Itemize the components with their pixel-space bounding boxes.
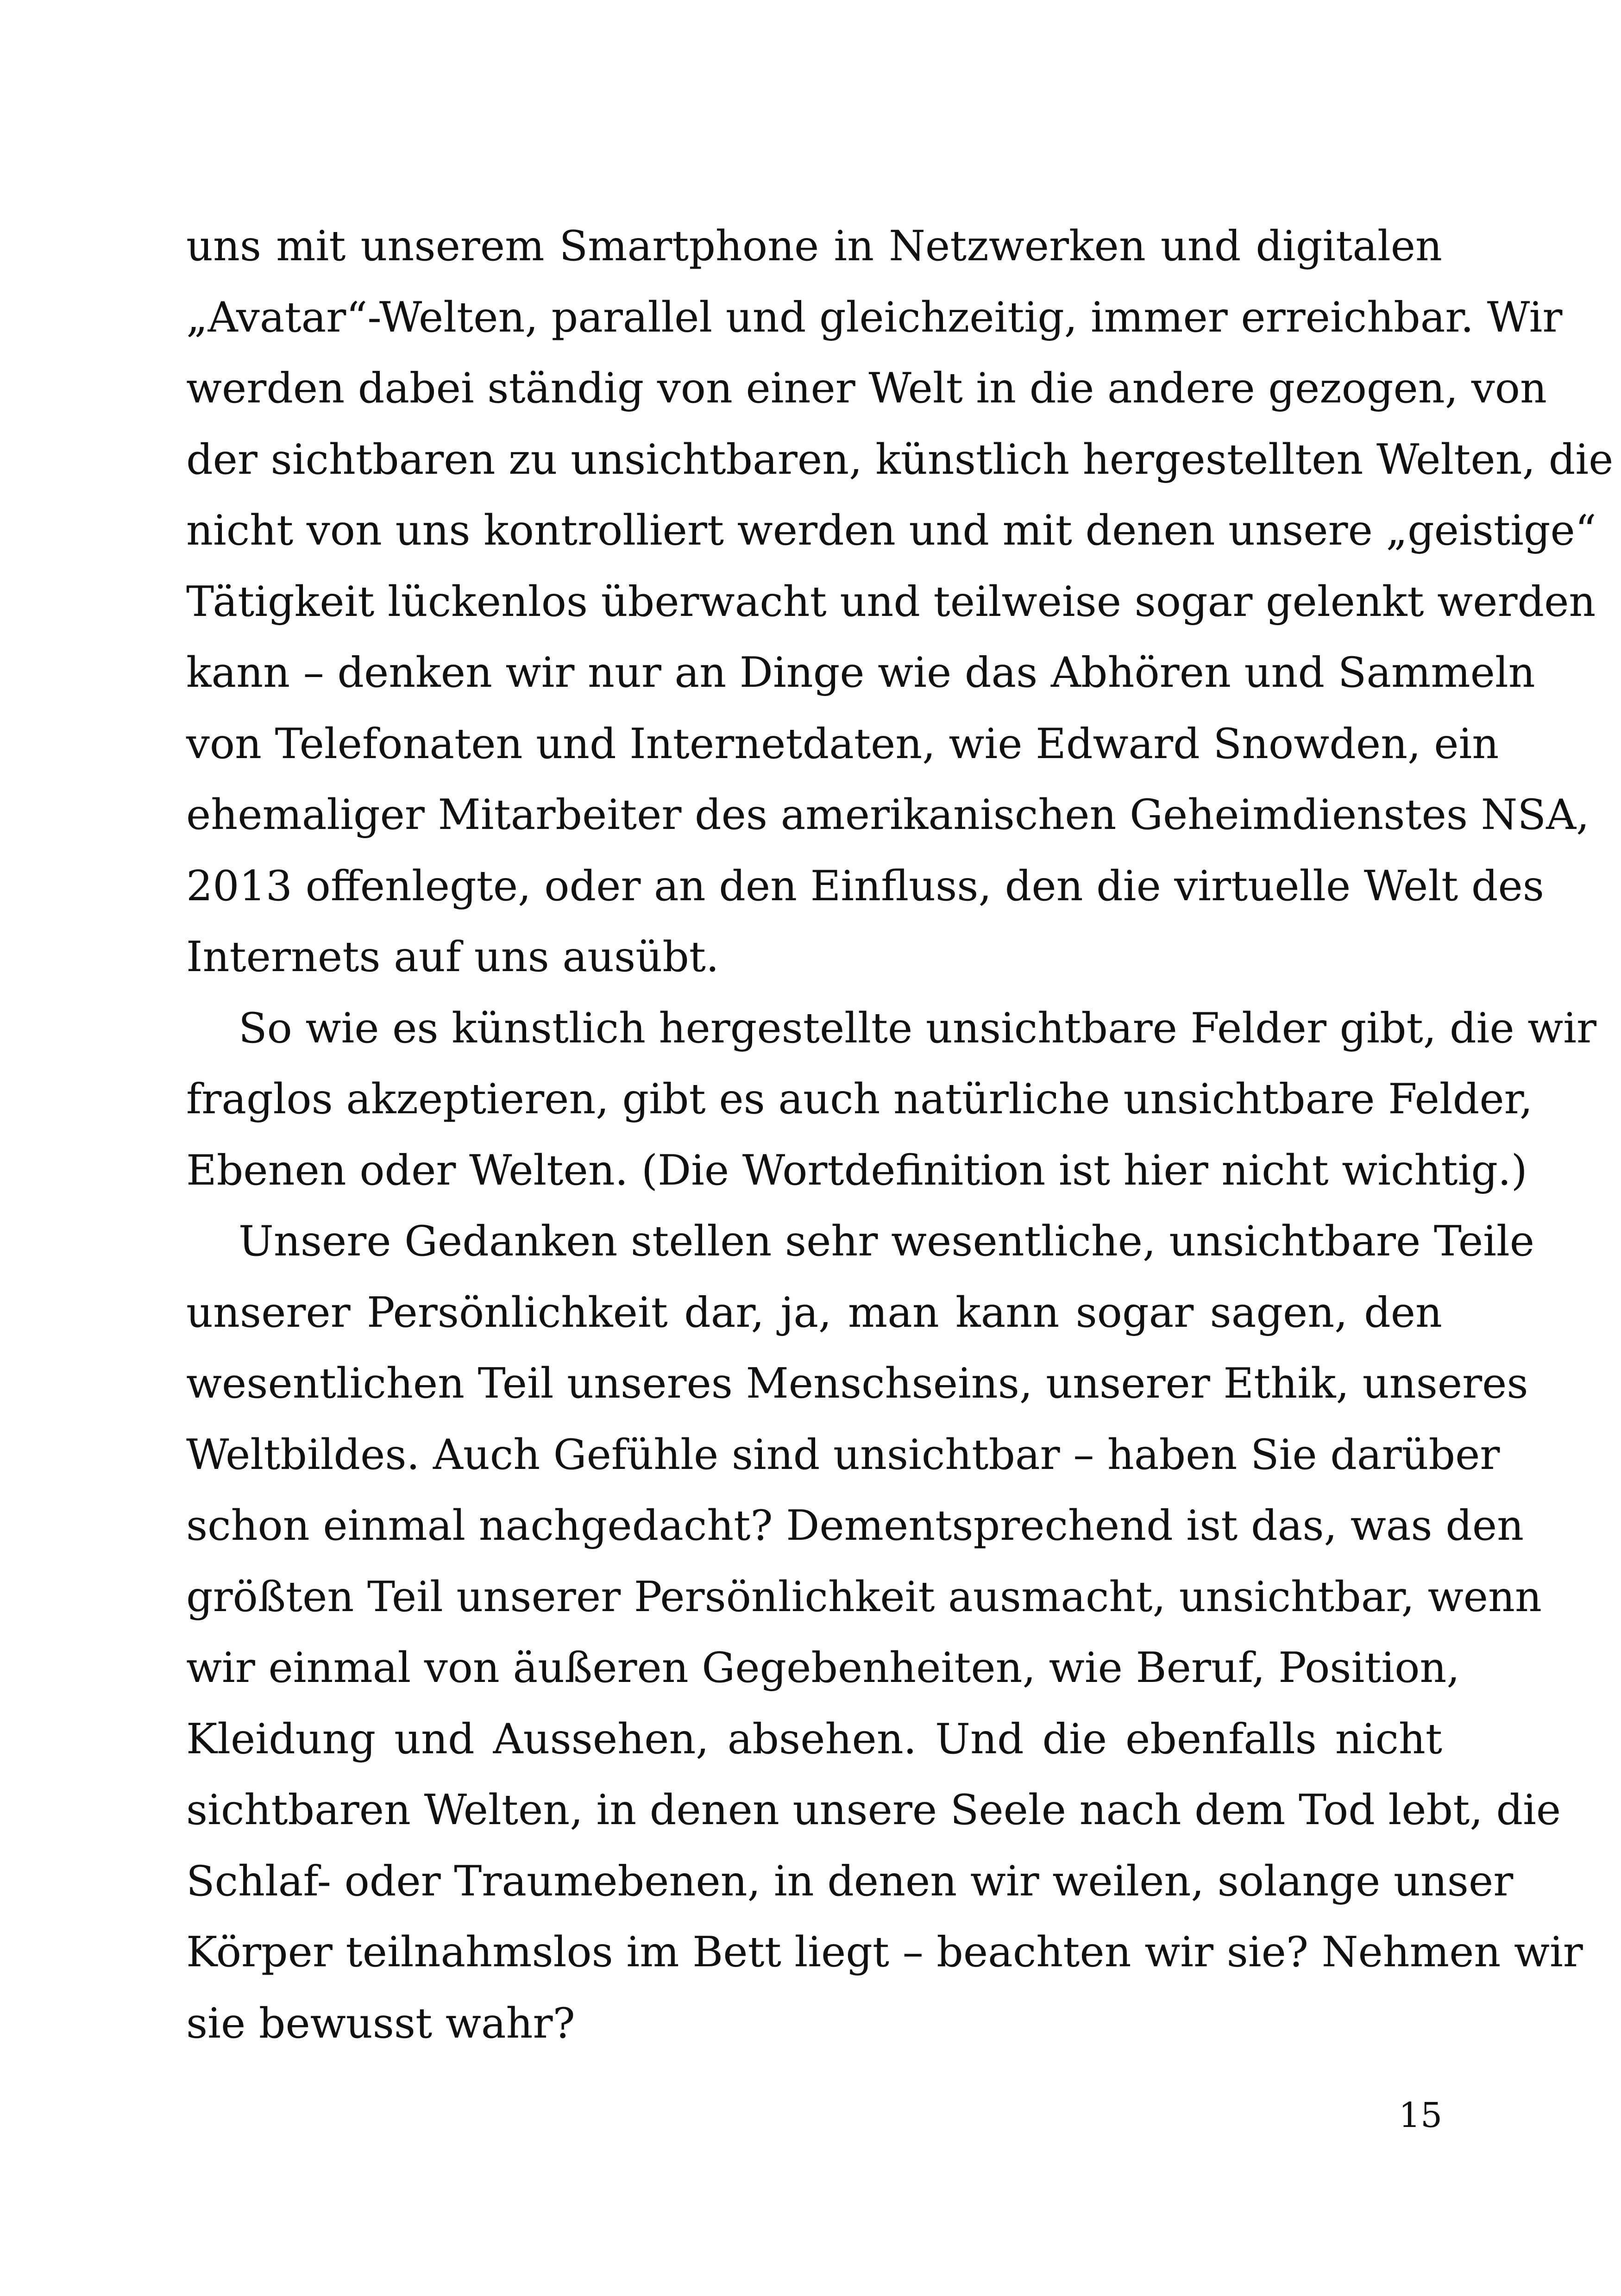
text-line: Kleidung und Aussehen, absehen. Und die ebenfalls nicht — [186, 1714, 1442, 1763]
text-line: schon einmal nachgedacht? Dementsprechend ist das, was den — [186, 1501, 1524, 1550]
text-line: Körper teilnahmslos im Bett liegt – beachten wir sie? Nehmen wir — [186, 1928, 1583, 1976]
text-line: uns mit unserem Smartphone in Netzwerken und digitalen — [186, 222, 1442, 270]
text-line: nicht von uns kontrolliert werden und mit denen unsere „geistige“ — [186, 506, 1596, 555]
text-line: wir einmal von äußeren Gegebenheiten, wie Beruf, Position, — [186, 1644, 1460, 1692]
text-line: unserer Persönlichkeit dar, ja, man kann sogar sagen, den — [186, 1288, 1442, 1337]
text-line: sichtbaren Welten, in denen unsere Seele nach dem Tod lebt, die — [186, 1786, 1561, 1834]
text-line: der sichtbaren zu unsichtbaren, künstlich hergestellten Welten, die — [186, 435, 1614, 484]
body-text — [186, 211, 1614, 2059]
text-line: Ebenen oder Welten. (Die Wortdefinition ist hier nicht wichtig.) — [186, 1146, 1527, 1195]
text-line: von Telefonaten und Internetdaten, wie Edward Snowden, ein — [186, 719, 1499, 768]
text-line: fraglos akzeptieren, gibt es auch natürliche unsichtbare Felder, — [186, 1075, 1533, 1123]
page-number: 15 — [1399, 2095, 1443, 2135]
text-line: Tätigkeit lückenlos überwacht und teilweise sogar gelenkt werden — [186, 577, 1596, 626]
text-line: ehemaliger Mitarbeiter des amerikanischen Geheimdienstes NSA, — [186, 790, 1590, 839]
text-line: größten Teil unserer Persönlichkeit ausmacht, unsichtbar, wenn — [186, 1572, 1542, 1621]
text-line: 2013 offenlegte, oder an den Einfluss, den die virtuelle Welt des — [186, 861, 1544, 910]
text-line: So wie es künstlich hergestellte unsichtbare Felder gibt, die wir — [239, 1004, 1597, 1053]
text-line: Unsere Gedanken stellen sehr wesentliche, unsichtbare Teile — [239, 1217, 1534, 1266]
text-line: „Avatar“-Welten, parallel und gleichzeitig, immer erreichbar. Wir — [186, 293, 1563, 342]
text-line: werden dabei ständig von einer Welt in die andere gezogen, von — [186, 364, 1547, 413]
text-line: kann – denken wir nur an Dinge wie das Abhören und Sammeln — [186, 648, 1535, 697]
text-line: Internets auf uns ausübt. — [186, 933, 719, 981]
text-line: Weltbildes. Auch Gefühle sind unsichtbar – haben Sie darüber — [186, 1430, 1500, 1479]
text-line: wesentlichen Teil unseres Menschseins, unserer Ethik, unseres — [186, 1359, 1528, 1408]
text-line: Schlaf- oder Traumebenen, in denen wir weilen, solange unser — [186, 1857, 1514, 1906]
text-line: sie bewusst wahr? — [186, 1999, 575, 2048]
